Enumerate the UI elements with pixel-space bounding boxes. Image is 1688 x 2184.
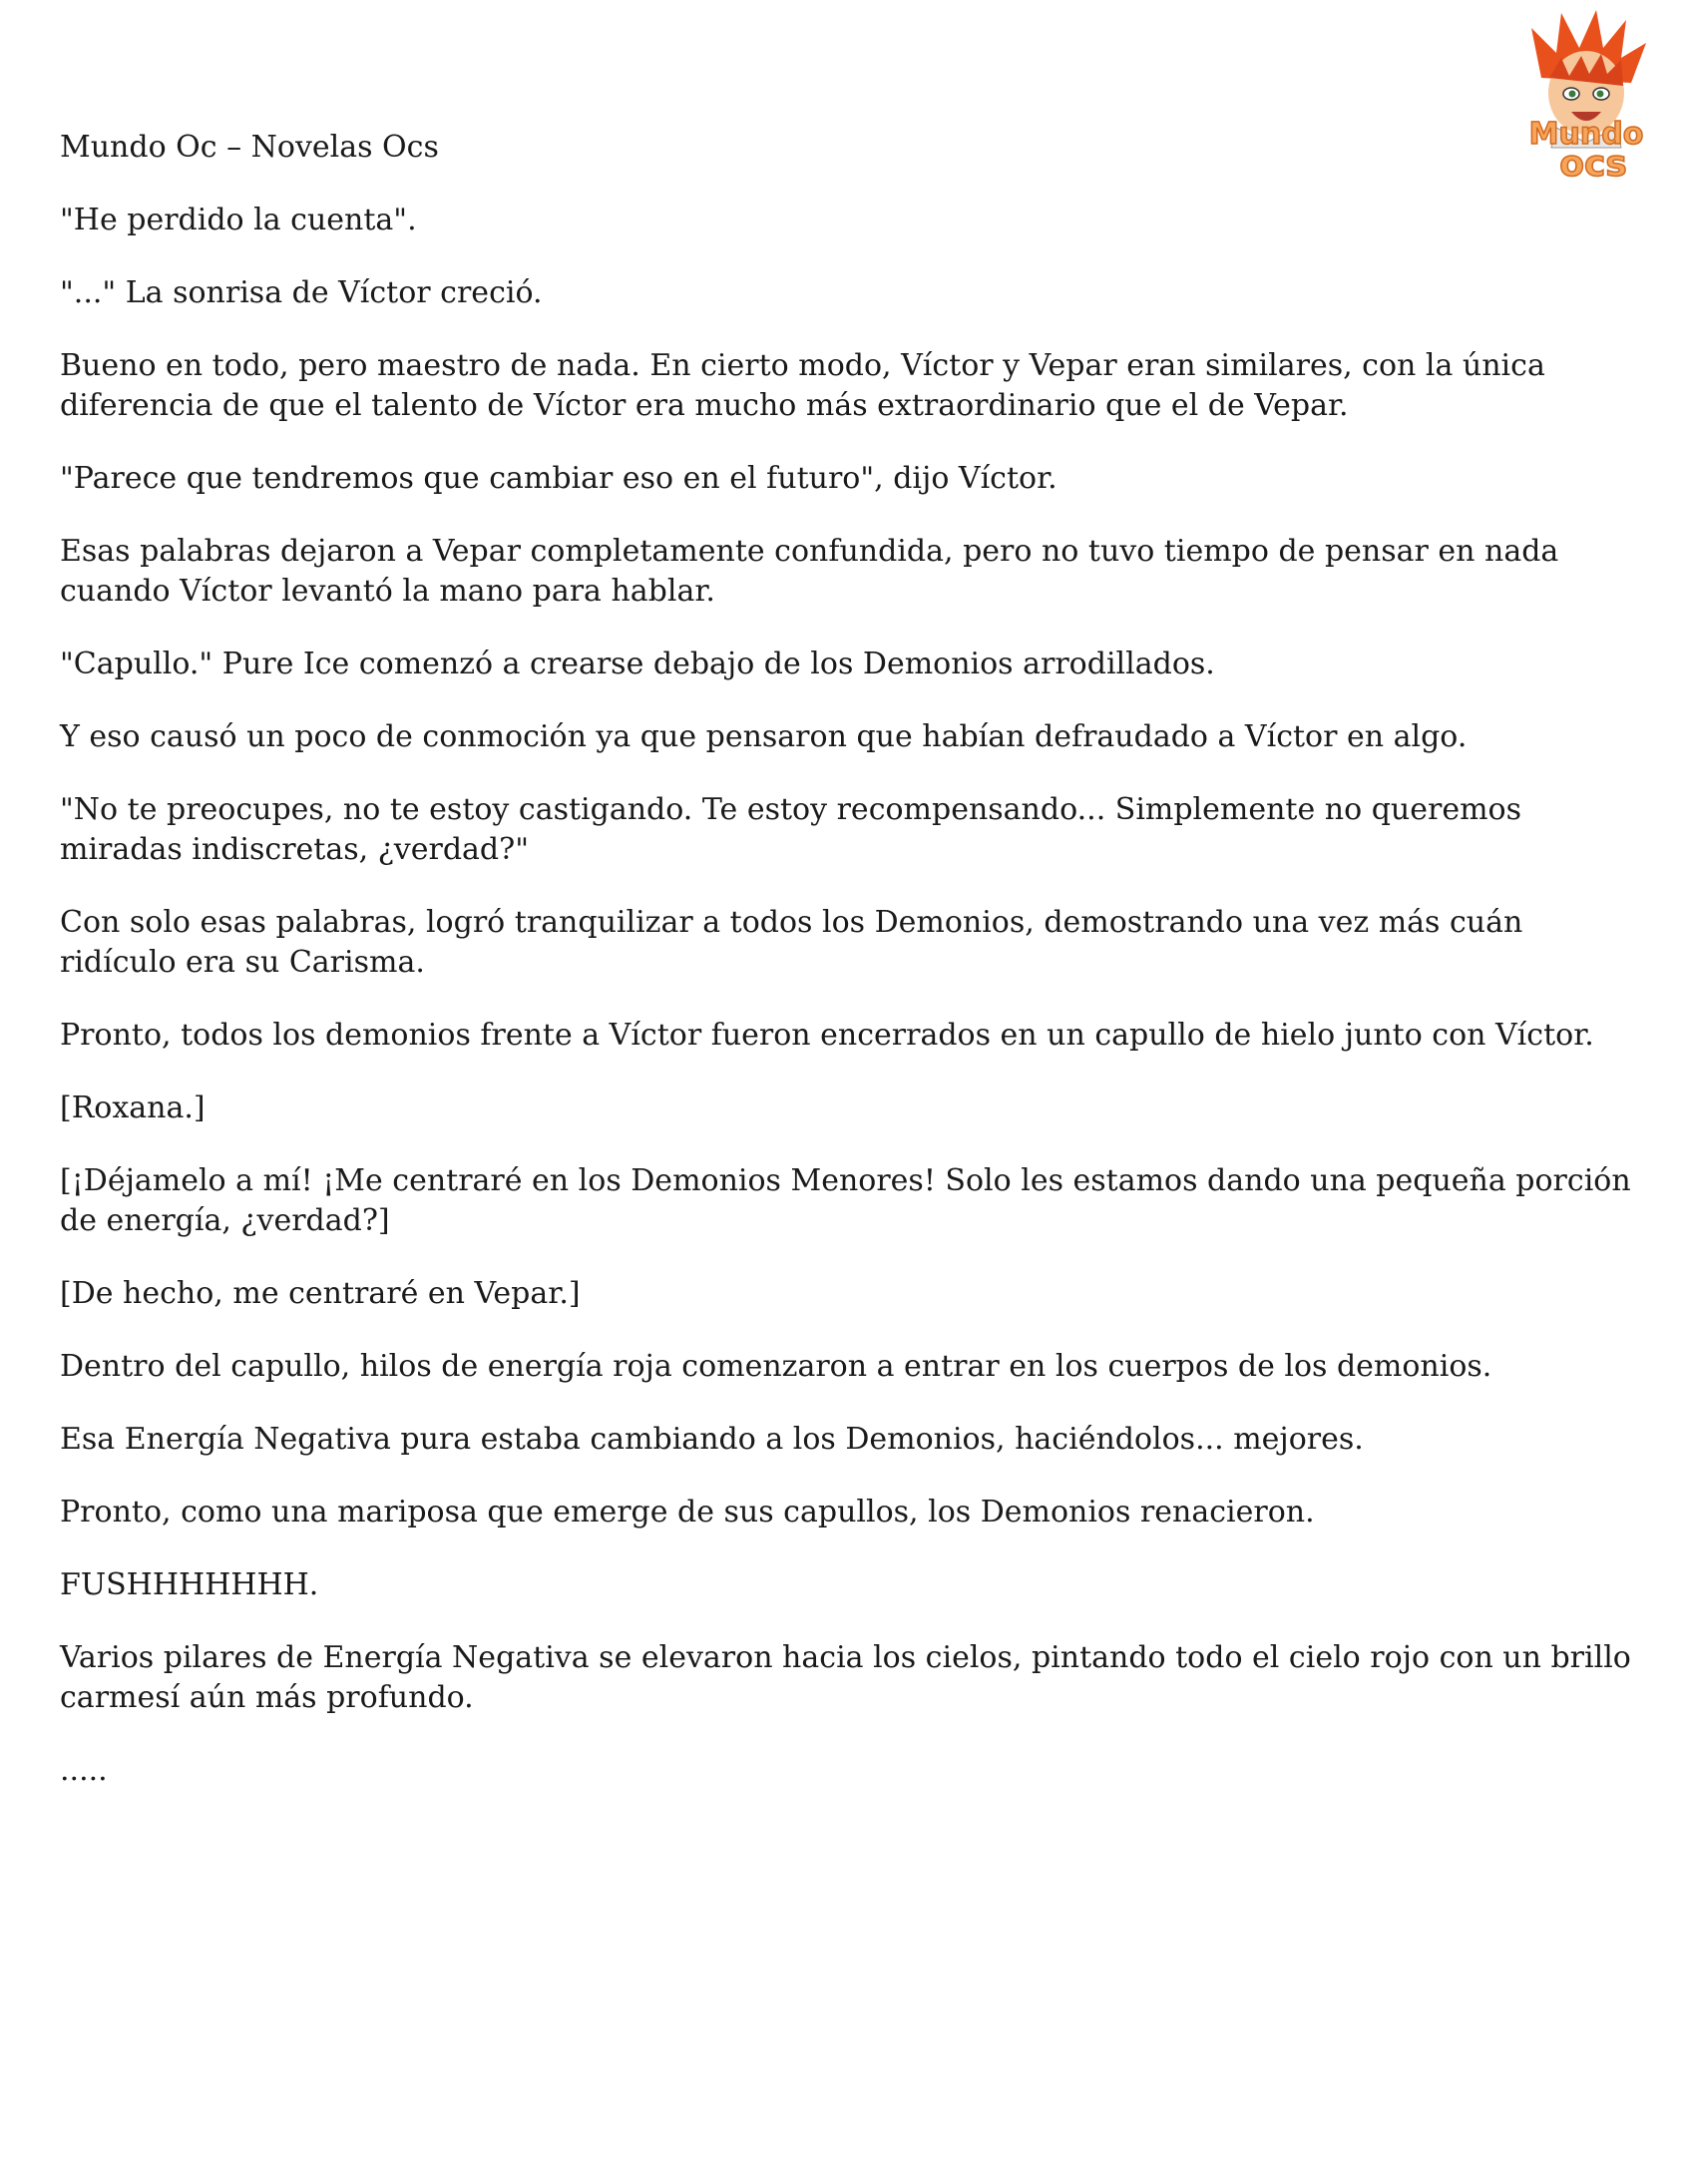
paragraph: Varios pilares de Energía Negativa se elevaron hacia los cielos, pintando todo el cielo rojo con un brillo carmesí aún más profundo. — [60, 1640, 1631, 1715]
paragraph: Bueno en todo, pero maestro de nada. En cierto modo, Víctor y Vepar eran similares, con la única diferencia de que el talento de Víctor era mucho más extraordinario que el de Vepar. — [60, 348, 1545, 423]
paragraph: "No te preocupes, no te estoy castigando. Te estoy recompensando... Simplemente no queremos miradas indiscretas, ¿verdad?" — [60, 792, 1521, 867]
paragraph: [Roxana.] — [60, 1091, 206, 1125]
paragraph: FUSHHHHHHH. — [60, 1567, 319, 1602]
paragraph: Y eso causó un poco de conmoción ya que pensaron que habían defraudado a Víctor en algo. — [60, 719, 1468, 754]
paragraph: Esas palabras dejaron a Vepar completamente confundida, pero no tuvo tiempo de pensar en nada cuando Víctor levantó la mano para hablar. — [60, 534, 1559, 609]
paragraph: Con solo esas palabras, logró tranquilizar a todos los Demonios, demostrando una vez más cuán ridículo era su Carisma. — [60, 905, 1523, 980]
document-header: Mundo Oc – Novelas Ocs — [60, 130, 439, 165]
paragraph: [De hecho, me centraré en Vepar.] — [60, 1276, 581, 1311]
paragraph: Pronto, todos los demonios frente a Víctor fueron encerrados en un capullo de hielo junto con Víctor. — [60, 1018, 1594, 1053]
paragraph: [¡Déjamelo a mí! ¡Me centraré en los Demonios Menores! Solo les estamos dando una pequeña porción de energía, ¿verdad?] — [60, 1163, 1631, 1238]
paragraph: Esa Energía Negativa pura estaba cambiando a los Demonios, haciéndolos... mejores. — [60, 1422, 1364, 1457]
document-body — [60, 128, 1636, 1824]
paragraph: "Capullo." Pure Ice comenzó a crearse debajo de los Demonios arrodillados. — [60, 647, 1215, 681]
paragraph: ..... — [60, 1753, 108, 1788]
paragraph: "He perdido la cuenta". — [60, 203, 417, 237]
paragraph: "..." La sonrisa de Víctor creció. — [60, 275, 543, 310]
logo-text-bottom: ocs — [1559, 144, 1627, 183]
logo-text-top: Mundo — [1528, 117, 1644, 152]
paragraph: "Parece que tendremos que cambiar eso en el futuro", dijo Víctor. — [60, 461, 1057, 496]
paragraph: Dentro del capullo, hilos de energía roja comenzaron a entrar en los cuerpos de los demonios. — [60, 1349, 1492, 1384]
paragraph: Pronto, como una mariposa que emerge de sus capullos, los Demonios renacieron. — [60, 1495, 1315, 1529]
